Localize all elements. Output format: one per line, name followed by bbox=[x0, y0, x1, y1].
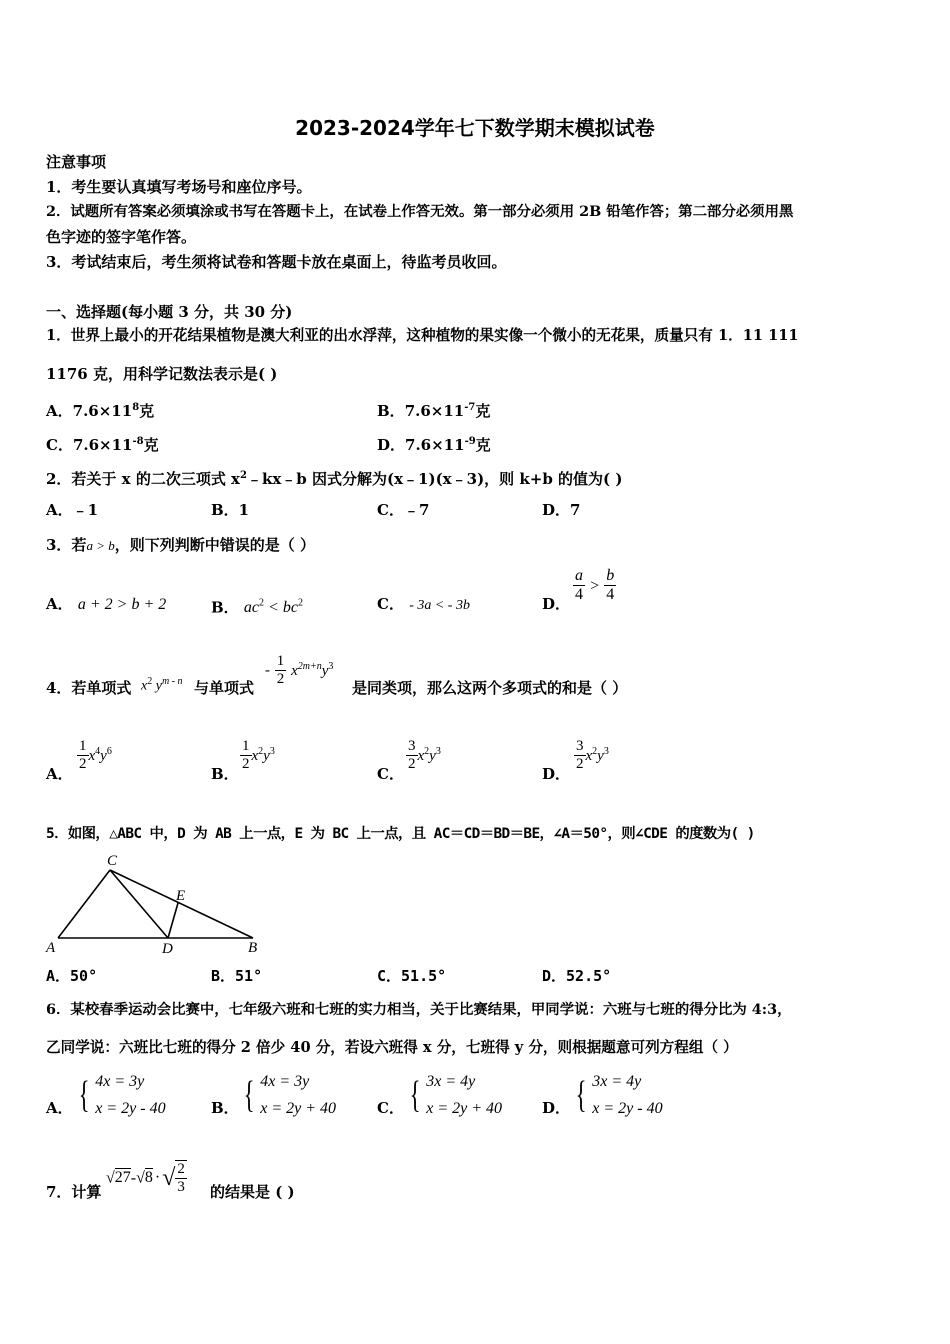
q3-option-d-expression: $\frac{a}{4}$ > $\frac{b}{4}$ bbox=[575, 567, 615, 604]
q3-option-a[interactable]: A． a + 2 > b + 2 bbox=[46, 595, 167, 613]
q5-option-c[interactable]: C．51.5° bbox=[377, 967, 447, 985]
q2-option-d[interactable]: D．7 bbox=[542, 501, 581, 519]
notice-item-3: 3．考试结束后，考生须将试卷和答题卡放在桌面上，待监考员收回。 bbox=[46, 253, 507, 271]
q3-option-b[interactable]: B． $ac^2 < bc^2$ bbox=[211, 598, 303, 617]
q4-option-b-label[interactable]: B． bbox=[211, 765, 239, 783]
page-title: 2023-2024学年七下数学期末模拟试卷 bbox=[295, 116, 655, 140]
q6-option-c-label[interactable]: C． bbox=[377, 1099, 404, 1117]
q5-triangle-figure bbox=[40, 848, 270, 958]
q6-option-b-label[interactable]: B． bbox=[211, 1099, 239, 1117]
question-1-line-1: 1．世界上最小的开花结果植物是澳大利亚的出水浮萍，这种植物的果实像一个微小的无花果，质量只有 1．11 111 bbox=[46, 327, 799, 344]
q6-option-a[interactable]: { 4x = 3y x = 2y - 40 bbox=[78, 1073, 166, 1117]
q5-option-a[interactable]: A．50° bbox=[46, 967, 98, 985]
notice-heading: 注意事项 bbox=[46, 153, 107, 171]
q1-option-d[interactable]: D．$7.6\times 11^{-9}$克 bbox=[377, 436, 491, 454]
q4-option-a-label[interactable]: A． bbox=[46, 765, 73, 783]
q6-option-b[interactable]: { 4x = 3y x = 2y + 40 bbox=[243, 1073, 337, 1117]
label-b: B bbox=[248, 940, 258, 956]
q2-option-c[interactable]: C．﹣7 bbox=[377, 501, 430, 519]
notice-item-2: 2．试题所有答案必须填涂或书写在答题卡上，在试卷上作答无效。第一部分必须用 2B 铅笔作答；第二部分必须用黑 bbox=[46, 203, 794, 220]
segment-ac bbox=[58, 870, 110, 938]
q2-option-b[interactable]: B．1 bbox=[211, 501, 250, 519]
question-5: 5．如图，△ABC 中，D 为 AB 上一点，E 为 BC 上一点，且 AC＝CD＝BD＝BE，∠A＝50°，则∠CDE 的度数为( ) bbox=[46, 826, 755, 842]
question-7-prefix: 7．计算 bbox=[46, 1183, 102, 1201]
q4-option-c[interactable]: $\frac{3}{2}$ $x^2y^3$ bbox=[408, 738, 441, 773]
q4-option-d-label[interactable]: D． bbox=[542, 765, 571, 783]
question-4-suffix: 是同类项，那么这两个多项式的和是（ ） bbox=[352, 679, 628, 697]
q6-option-a-label[interactable]: A． bbox=[46, 1099, 73, 1117]
segment-de bbox=[168, 903, 178, 938]
q1-option-b[interactable]: B．$7.6\times 11^{-7}$克 bbox=[377, 402, 491, 420]
q1-option-c[interactable]: C．$7.6\times 11^{-8}$克 bbox=[46, 436, 159, 454]
label-a: A bbox=[46, 940, 56, 956]
q4-monomial-1: $x^2$ $y^{m - n}$ bbox=[141, 676, 183, 694]
question-4-mid: 与单项式 bbox=[194, 679, 255, 697]
q5-option-d[interactable]: D．52.5° bbox=[542, 967, 612, 985]
q4-option-c-label[interactable]: C． bbox=[377, 765, 404, 783]
segment-cb bbox=[110, 870, 253, 938]
q4-option-a[interactable]: $\frac{1}{2}$ $x^4y^6$ bbox=[79, 738, 112, 773]
question-1-line-2: 1176 克，用科学记数法表示是( ) bbox=[46, 365, 278, 383]
section-heading: 一、选择题(每小题 3 分，共 30 分) bbox=[46, 303, 293, 321]
q7-expression: √27-√8 ·√ $\frac{2}{3}$ bbox=[106, 1161, 185, 1196]
label-c: C bbox=[107, 853, 118, 869]
q3-option-d[interactable]: D． bbox=[542, 595, 571, 613]
q1-option-a[interactable]: A．$7.6\times 11^8$克 bbox=[46, 402, 155, 420]
q4-option-b[interactable]: $\frac{1}{2}$ $x^2y^3$ bbox=[242, 738, 275, 773]
q6-option-d-label[interactable]: D． bbox=[542, 1099, 571, 1117]
q5-option-b[interactable]: B．51° bbox=[211, 967, 263, 985]
q3-option-c[interactable]: C． - 3a < - 3b bbox=[377, 595, 470, 613]
segment-cd bbox=[110, 870, 168, 938]
q2-option-a[interactable]: A．﹣1 bbox=[46, 501, 99, 519]
notice-item-1: 1．考生要认真填写考场号和座位序号。 bbox=[46, 178, 312, 196]
question-3: 3．若a > b，则下列判断中错误的是（ ） bbox=[46, 536, 315, 554]
question-6-line-1: 6．某校春季运动会比赛中，七年级六班和七班的实力相当，关于比赛结果，甲同学说：六班与七班的得分比为 4:3， bbox=[46, 1001, 792, 1018]
q4-monomial-2: - $\frac{1}{2}$ $x^{2m+n}y^3$ bbox=[265, 653, 334, 688]
q6-option-c[interactable]: { 3x = 4y x = 2y + 40 bbox=[409, 1073, 503, 1117]
notice-item-2-cont: 色字迹的签字笔作答。 bbox=[46, 228, 197, 246]
question-7-suffix: 的结果是 ( ) bbox=[210, 1183, 295, 1201]
question-2: 2．若关于 x 的二次三项式 $x^2﹣kx﹣b$ 因式分解为(x﹣1)(x﹣3)，则 k+b 的值为( ) bbox=[46, 470, 623, 488]
question-6-line-2: 乙同学说：六班比七班的得分 2 倍少 40 分，若设六班得 x 分，七班得 y 分，则根据题意可列方程组（ ） bbox=[46, 1039, 738, 1056]
label-d: D bbox=[162, 941, 173, 957]
q6-option-d[interactable]: { 3x = 4y x = 2y - 40 bbox=[575, 1073, 663, 1117]
label-e: E bbox=[176, 888, 186, 904]
q4-option-d[interactable]: $\frac{3}{2}$ $x^2y^3$ bbox=[576, 738, 609, 773]
question-4-prefix: 4．若单项式 bbox=[46, 679, 132, 697]
